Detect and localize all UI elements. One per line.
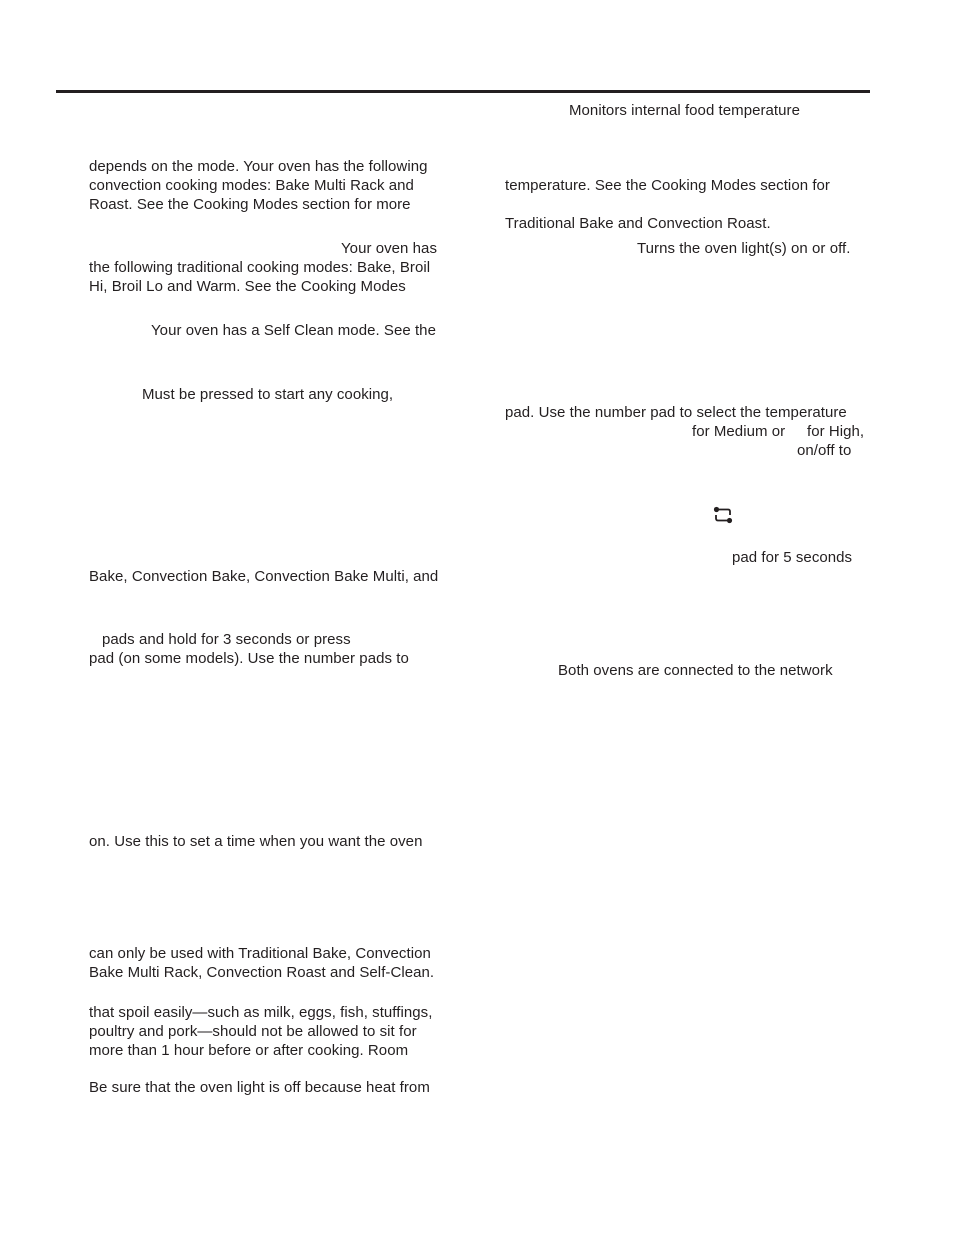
self-clean-text: Your oven has a Self Clean mode. See the: [151, 322, 436, 339]
traditional-text-line-1: Your oven has: [341, 240, 438, 257]
probe-modes-line-1: temperature. See the Cooking Modes section for: [505, 177, 830, 194]
convection-text-line-1: depends on the mode. Your oven has the following: [89, 158, 428, 175]
header-rule: [56, 90, 870, 93]
remote-enable-icon: [713, 506, 733, 524]
delay-modes-line-2: Bake Multi Rack, Convection Roast and Self-Clean.: [89, 964, 435, 981]
remote-hold-text: pad for 5 seconds: [732, 549, 853, 566]
remote-status-text: Both ovens are connected to the network: [558, 662, 833, 679]
probe-description: Monitors internal food temperature: [569, 102, 800, 119]
warming-drawer-line-1: pad. Use the number pad to select the temperature: [505, 404, 847, 421]
cook-time-text: Bake, Convection Bake, Convection Bake Multi, and: [89, 568, 439, 585]
traditional-text-line-2: the following traditional cooking modes: Bake, Broil: [89, 259, 431, 276]
delay-time-text: on. Use this to set a time when you want the oven: [89, 833, 423, 850]
warming-drawer-onoff: on/off to: [797, 442, 852, 459]
lockout-text-line-1: pads and hold for 3 seconds or press: [102, 631, 351, 648]
oven-light-text: Turns the oven light(s) on or off.: [637, 240, 851, 257]
warming-drawer-medium: for Medium or: [692, 423, 786, 440]
oven-light-note: Be sure that the oven light is off because heat from: [89, 1079, 430, 1096]
probe-modes-line-2: Traditional Bake and Convection Roast.: [505, 215, 771, 232]
convection-text-line-3: Roast. See the Cooking Modes section for more: [89, 196, 411, 213]
warming-drawer-high: for High,: [807, 423, 865, 440]
traditional-text-line-3: Hi, Broil Lo and Warm. See the Cooking Modes: [89, 278, 406, 295]
start-text: Must be pressed to start any cooking,: [142, 386, 394, 403]
convection-text-line-2: convection cooking modes: Bake Multi Rack and: [89, 177, 414, 194]
delay-modes-line-1: can only be used with Traditional Bake, Convection: [89, 945, 431, 962]
food-safety-line-2: poultry and pork—should not be allowed to sit for: [89, 1023, 417, 1040]
food-safety-line-1: that spoil easily—such as milk, eggs, fish, stuffings,: [89, 1004, 433, 1021]
food-safety-line-3: more than 1 hour before or after cooking. Room: [89, 1042, 409, 1059]
lockout-text-line-2: pad (on some models). Use the number pads to: [89, 650, 409, 667]
